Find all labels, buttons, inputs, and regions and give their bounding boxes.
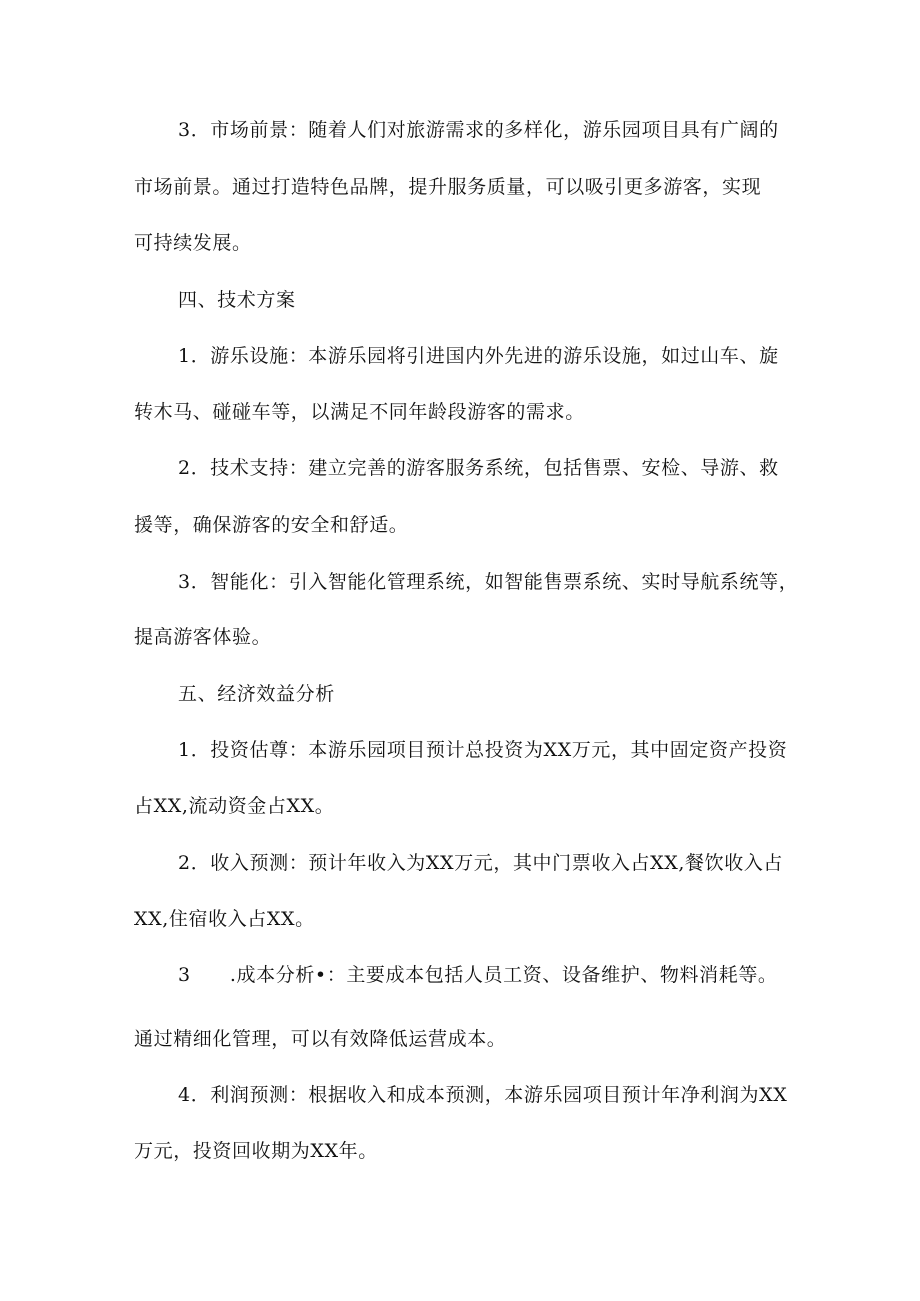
paragraph-line: 转木马、碰碰车等，以满足不同年龄段游客的需求。 <box>134 401 585 423</box>
section-heading: 四、技术方案 <box>178 289 296 311</box>
section-heading: 五、经济效益分析 <box>178 683 335 705</box>
paragraph-line: 1．游乐设施：本游乐园将引进国内外先进的游乐设施，如过山车、旋 <box>178 345 779 367</box>
paragraph-line: 通过精细化管理，可以有效降低运营成本。 <box>134 1028 507 1050</box>
paragraph-line: 可持续发展。 <box>134 232 252 254</box>
paragraph-line: 万元，投资回收期为XX年。 <box>134 1140 378 1162</box>
paragraph-line: 2．收入预测：预计年收入为XX万元，其中门票收入占XX,餐饮收入占 <box>178 852 784 874</box>
paragraph-line: 3．市场前景：随着人们对旅游需求的多样化，游乐园项目具有广阔的 <box>178 119 779 141</box>
paragraph-line: XX,住宿收入占XX。 <box>134 908 315 930</box>
paragraph-line: 3 .成本分析•：主要成本包括人员工资、设备维护、物料消耗等。 <box>178 964 778 986</box>
paragraph-line: 1．投资估尊：本游乐园项目预计总投资为XX万元，其中固定资产投资 <box>178 739 788 761</box>
paragraph-line: 4．利润预测：根据收入和成本预测，本游乐园项目预计年净利润为XX <box>178 1084 788 1106</box>
paragraph-line: 援等，确保游客的安全和舒适。 <box>134 514 409 536</box>
paragraph-line: 提高游客体验。 <box>134 626 272 648</box>
paragraph-line: 3．智能化：引入智能化管理系统，如智能售票系统、实时导航系统等， <box>178 571 799 593</box>
paragraph-line: 市场前景。通过打造特色品牌，提升服务质量，可以吸引更多游客，实现 <box>134 176 762 198</box>
paragraph-line: 占XX,流动资金占XX。 <box>134 795 335 817</box>
paragraph-line: 2．技术支持：建立完善的游客服务系统，包括售票、安检、导游、救 <box>178 457 779 479</box>
